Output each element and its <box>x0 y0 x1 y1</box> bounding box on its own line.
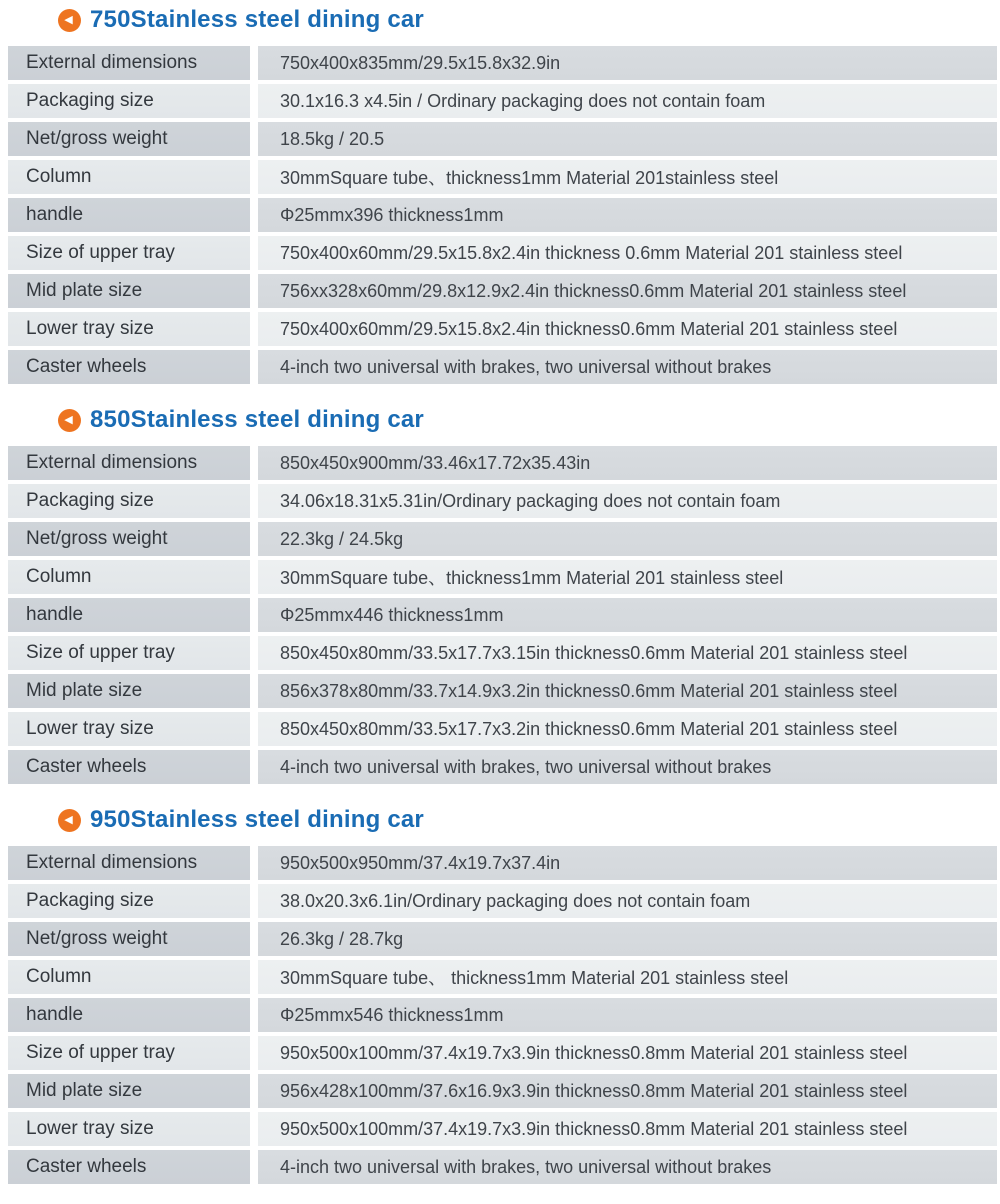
spec-value: 30mmSquare tube、 thickness1mm Material 201 stainless steel <box>258 960 997 994</box>
spec-value: 850x450x80mm/33.5x17.7x3.15in thickness0.6mm Material 201 stainless steel <box>258 636 997 670</box>
spec-value: 30.1x16.3 x4.5in / Ordinary packaging does not contain foam <box>258 84 997 118</box>
spec-row <box>8 560 997 594</box>
spec-row <box>8 350 997 384</box>
spec-row <box>8 198 997 232</box>
spec-row <box>8 46 997 80</box>
spec-label: Column <box>8 960 250 994</box>
spec-label: Net/gross weight <box>8 922 250 956</box>
section-heading <box>58 404 1000 436</box>
section-heading <box>58 4 1000 36</box>
spec-value: 850x450x900mm/33.46x17.72x35.43in <box>258 446 997 480</box>
spec-value: 750x400x60mm/29.5x15.8x2.4in thickness 0.6mm Material 201 stainless steel <box>258 236 997 270</box>
spec-label: Packaging size <box>8 484 250 518</box>
spec-row <box>8 598 997 632</box>
spec-row <box>8 712 997 746</box>
spec-value: 856x378x80mm/33.7x14.9x3.2in thickness0.6mm Material 201 stainless steel <box>258 674 997 708</box>
spec-label: Packaging size <box>8 884 250 918</box>
spec-value: 30mmSquare tube、thickness1mm Material 201 stainless steel <box>258 560 997 594</box>
back-circle-icon: ◀ <box>58 409 81 432</box>
product-section <box>0 404 1000 784</box>
spec-label: Lower tray size <box>8 712 250 746</box>
spec-label: Lower tray size <box>8 312 250 346</box>
spec-value: 38.0x20.3x6.1in/Ordinary packaging does not contain foam <box>258 884 997 918</box>
spec-value: Φ25mmx446 thickness1mm <box>258 598 997 632</box>
spec-row <box>8 484 997 518</box>
spec-row <box>8 122 997 156</box>
spec-label: Mid plate size <box>8 274 250 308</box>
section-title: 950Stainless steel dining car <box>90 806 424 833</box>
spec-row <box>8 1150 997 1184</box>
section-heading <box>58 804 1000 836</box>
spec-label: External dimensions <box>8 46 250 80</box>
spec-label: Mid plate size <box>8 674 250 708</box>
spec-label: Lower tray size <box>8 1112 250 1146</box>
spec-row <box>8 1112 997 1146</box>
spec-label: Mid plate size <box>8 1074 250 1108</box>
spec-value: 30mmSquare tube、thickness1mm Material 201stainless steel <box>258 160 997 194</box>
spec-label: handle <box>8 598 250 632</box>
spec-label: Size of upper tray <box>8 1036 250 1070</box>
product-section <box>0 4 1000 384</box>
spec-label: Caster wheels <box>8 750 250 784</box>
spec-table <box>8 446 997 784</box>
spec-value: 4-inch two universal with brakes, two universal without brakes <box>258 1150 997 1184</box>
spec-row <box>8 312 997 346</box>
spec-document <box>0 4 1000 1184</box>
spec-value: Φ25mmx396 thickness1mm <box>258 198 997 232</box>
spec-row <box>8 1036 997 1070</box>
spec-row <box>8 884 997 918</box>
section-title: 750Stainless steel dining car <box>90 6 424 33</box>
spec-value: 756xx328x60mm/29.8x12.9x2.4in thickness0.6mm Material 201 stainless steel <box>258 274 997 308</box>
spec-value: 950x500x100mm/37.4x19.7x3.9in thickness0.8mm Material 201 stainless steel <box>258 1112 997 1146</box>
spec-row <box>8 960 997 994</box>
spec-label: handle <box>8 998 250 1032</box>
spec-label: Column <box>8 160 250 194</box>
spec-row <box>8 522 997 556</box>
spec-value: 956x428x100mm/37.6x16.9x3.9in thickness0.8mm Material 201 stainless steel <box>258 1074 997 1108</box>
spec-label: External dimensions <box>8 446 250 480</box>
back-circle-icon: ◀ <box>58 809 81 832</box>
spec-row <box>8 846 997 880</box>
spec-label: Caster wheels <box>8 1150 250 1184</box>
spec-row <box>8 236 997 270</box>
spec-label: Column <box>8 560 250 594</box>
spec-row <box>8 446 997 480</box>
spec-value: 750x400x835mm/29.5x15.8x32.9in <box>258 46 997 80</box>
spec-row <box>8 636 997 670</box>
spec-value: 26.3kg / 28.7kg <box>258 922 997 956</box>
back-circle-icon: ◀ <box>58 9 81 32</box>
spec-row <box>8 922 997 956</box>
spec-value: 34.06x18.31x5.31in/Ordinary packaging does not contain foam <box>258 484 997 518</box>
spec-label: Net/gross weight <box>8 522 250 556</box>
spec-label: Net/gross weight <box>8 122 250 156</box>
spec-label: Caster wheels <box>8 350 250 384</box>
spec-table <box>8 46 997 384</box>
spec-value: 850x450x80mm/33.5x17.7x3.2in thickness0.6mm Material 201 stainless steel <box>258 712 997 746</box>
spec-row <box>8 274 997 308</box>
spec-value: 750x400x60mm/29.5x15.8x2.4in thickness0.6mm Material 201 stainless steel <box>258 312 997 346</box>
spec-row <box>8 84 997 118</box>
spec-row <box>8 674 997 708</box>
spec-row <box>8 998 997 1032</box>
spec-row <box>8 750 997 784</box>
spec-row <box>8 160 997 194</box>
spec-value: 4-inch two universal with brakes, two universal without brakes <box>258 750 997 784</box>
spec-table <box>8 846 997 1184</box>
spec-label: Size of upper tray <box>8 236 250 270</box>
spec-label: handle <box>8 198 250 232</box>
product-section <box>0 804 1000 1184</box>
spec-label: Size of upper tray <box>8 636 250 670</box>
spec-value: 950x500x100mm/37.4x19.7x3.9in thickness0.8mm Material 201 stainless steel <box>258 1036 997 1070</box>
section-title: 850Stainless steel dining car <box>90 406 424 433</box>
spec-value: 4-inch two universal with brakes, two universal without brakes <box>258 350 997 384</box>
spec-value: 22.3kg / 24.5kg <box>258 522 997 556</box>
spec-label: Packaging size <box>8 84 250 118</box>
spec-value: 950x500x950mm/37.4x19.7x37.4in <box>258 846 997 880</box>
spec-label: External dimensions <box>8 846 250 880</box>
spec-value: 18.5kg / 20.5 <box>258 122 997 156</box>
spec-row <box>8 1074 997 1108</box>
spec-value: Φ25mmx546 thickness1mm <box>258 998 997 1032</box>
